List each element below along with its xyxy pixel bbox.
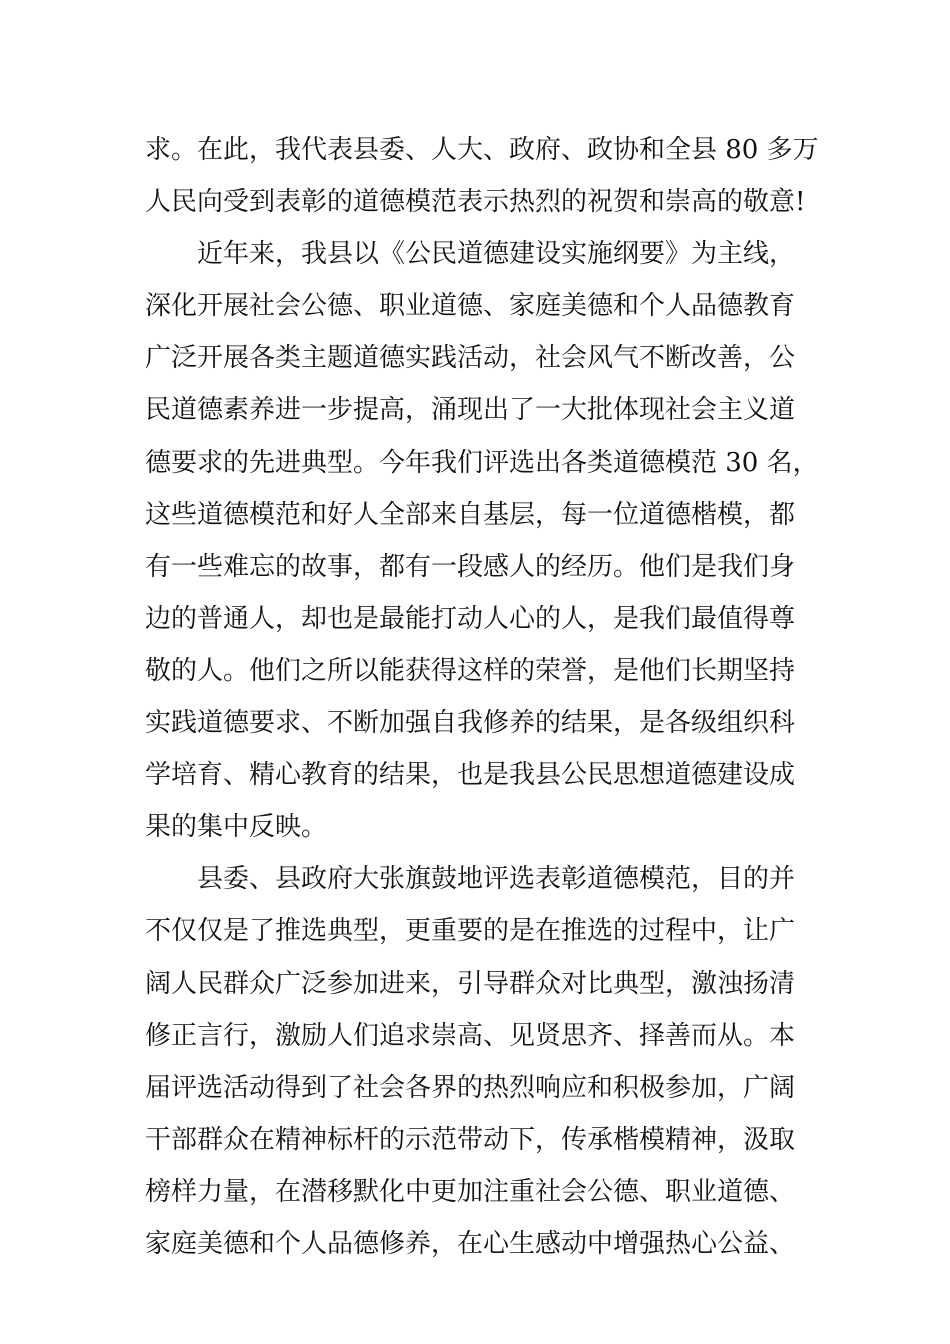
text-line: 这些道德模范和好人全部来自基层，每一位道德楷模，都 [145,499,796,530]
text-line: 不仅仅是了推选典型，更重要的是在推选的过程中，让广 [145,916,796,947]
text-line: 深化开展社会公德、职业道德、家庭美德和个人品德教育 [145,291,796,322]
body-text [145,124,819,1270]
text-line: 学培育、精心教育的结果，也是我县公民思想道德建设成 [145,760,796,791]
text-line: 德要求的先进典型。今年我们评选出各类道德模范 30 名， [145,447,819,478]
text-line: 民道德素养进一步提高，涌现出了一大批体现社会主义道 [145,395,796,426]
text-line: 果的集中反映。 [145,812,328,843]
text-line: 有一些难忘的故事，都有一段感人的经历。他们是我们身 [145,551,796,582]
text-line: 届评选活动得到了社会各界的热烈响应和积极参加，广阔 [145,1072,796,1103]
text-line: 干部群众在精神标杆的示范带动下，传承楷模精神，汲取 [145,1124,796,1155]
text-line: 实践道德要求、不断加强自我修养的结果，是各级组织科 [145,708,796,739]
text-line: 广泛开展各类主题道德实践活动，社会风气不断改善，公 [145,343,796,374]
text-line: 求。在此，我代表县委、人大、政府、政协和全县 80 多万 [145,135,819,165]
text-line: 榜样力量，在潜移默化中更加注重社会公德、职业道德、 [145,1176,796,1207]
text-line: 县委、县政府大张旗鼓地评选表彰道德模范，目的并 [197,864,796,895]
text-line: 边的普通人，却也是最能打动人心的人，是我们最值得尊 [145,603,796,634]
text-line: 修正言行，激励人们追求崇高、见贤思齐、择善而从。本 [145,1020,796,1051]
text-line: 家庭美德和个人品德修养，在心生感动中增强热心公益、 [145,1228,796,1259]
text-line: 阔人民群众广泛参加进来，引导群众对比典型，激浊扬清 [145,968,796,999]
text-line: 近年来，我县以《公民道德建设实施纲要》为主线， [197,239,796,270]
text-line: 人民向受到表彰的道德模范表示热烈的祝贺和崇高的敬意! [145,187,806,218]
text-line: 敬的人。他们之所以能获得这样的荣誉，是他们长期坚持 [145,655,796,686]
